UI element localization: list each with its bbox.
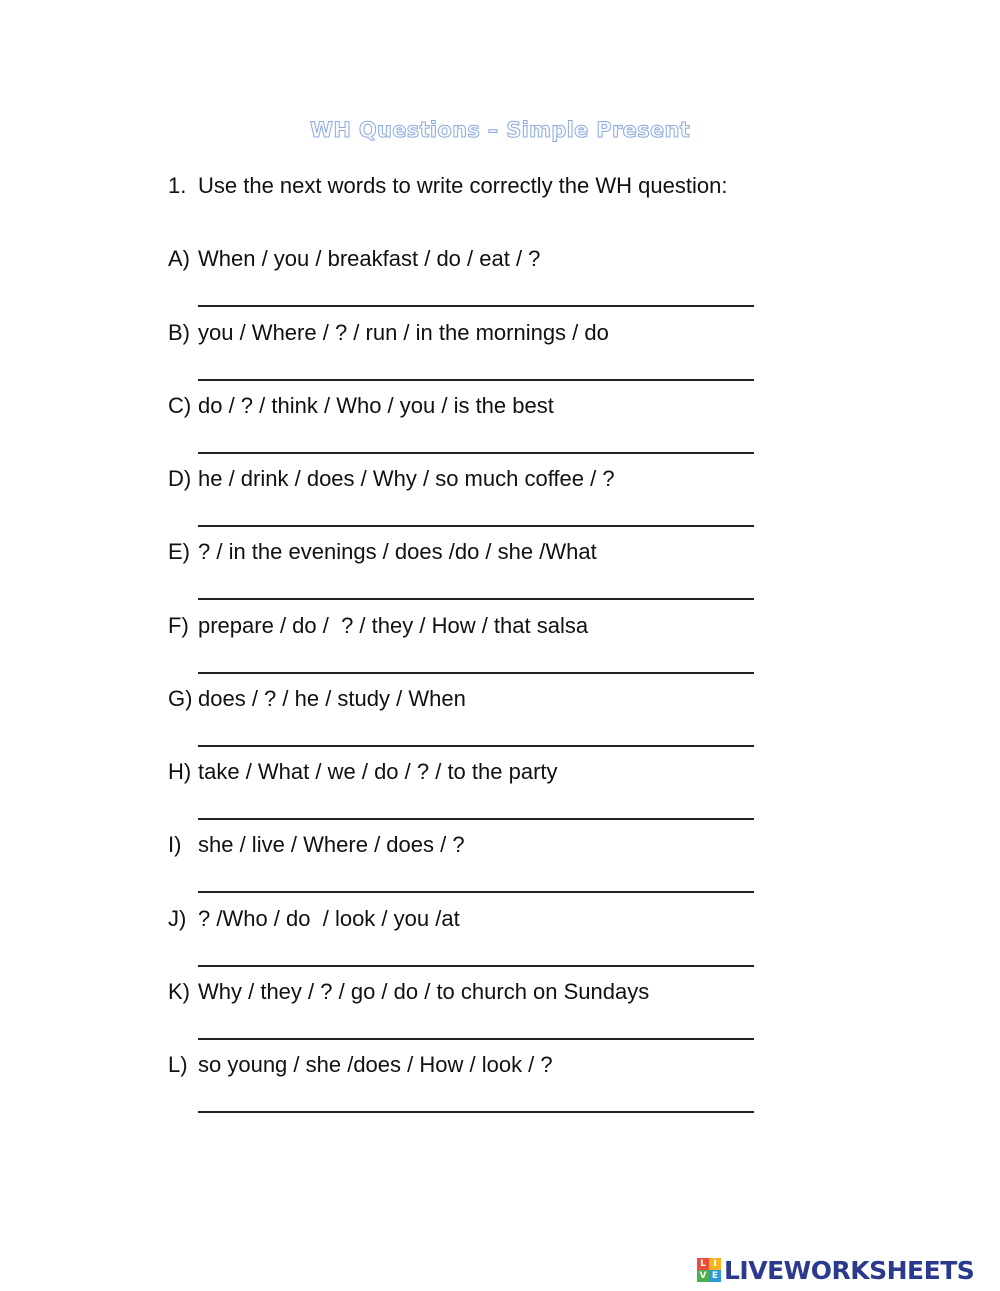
- question-prompt: Why / they / ? / go / do / to church on Sundays: [198, 979, 650, 1004]
- question-letter: C): [168, 393, 192, 418]
- instruction-text: Use the next words to write correctly the WH question:: [198, 173, 728, 198]
- question-item: [168, 320, 609, 346]
- question-item: [168, 539, 597, 565]
- question-letter: F): [168, 613, 189, 638]
- logo-block: V: [697, 1270, 709, 1282]
- question-letter: K): [168, 979, 190, 1004]
- question-item: [168, 906, 460, 932]
- question-prompt: he / drink / does / Why / so much coffee / ?: [198, 466, 615, 491]
- question-letter: D): [168, 466, 192, 491]
- question-letter: I): [168, 832, 182, 857]
- answer-line[interactable]: [198, 672, 754, 674]
- question-prompt: you / Where / ? / run / in the mornings / do: [198, 320, 609, 345]
- question-letter: G): [168, 686, 193, 711]
- question-letter: L): [168, 1052, 188, 1077]
- question-item: [168, 466, 615, 492]
- answer-line[interactable]: [198, 452, 754, 454]
- question-prompt: do / ? / think / Who / you / is the best: [198, 393, 554, 418]
- question-prompt: ? /Who / do / look / you /at: [198, 906, 460, 931]
- question-item: [168, 613, 588, 639]
- question-prompt: so young / she /does / How / look / ?: [198, 1052, 553, 1077]
- question-item: [168, 393, 554, 419]
- answer-line[interactable]: [198, 818, 754, 820]
- question-letter: J): [168, 906, 187, 931]
- question-item: [168, 832, 465, 858]
- logo-block: L: [697, 1258, 709, 1270]
- answer-line[interactable]: [198, 525, 754, 527]
- question-prompt: When / you / breakfast / do / eat / ?: [198, 246, 541, 271]
- instruction-number: 1.: [168, 173, 187, 198]
- question-prompt: ? / in the evenings / does /do / she /What: [198, 539, 597, 564]
- answer-line[interactable]: [198, 965, 754, 967]
- question-prompt: does / ? / he / study / When: [198, 686, 466, 711]
- logo-blocks-icon: [697, 1258, 721, 1282]
- answer-line[interactable]: [198, 598, 754, 600]
- question-letter: H): [168, 759, 192, 784]
- question-letter: E): [168, 539, 190, 564]
- liveworksheets-logo: [697, 1256, 974, 1284]
- question-prompt: she / live / Where / does / ?: [198, 832, 465, 857]
- instruction: [168, 173, 727, 199]
- question-item: [168, 246, 540, 272]
- answer-line[interactable]: [198, 1038, 754, 1040]
- worksheet-title: WH Questions – Simple Present: [309, 118, 691, 142]
- logo-text: LIVEWORKSHEETS: [724, 1255, 975, 1285]
- question-item: [168, 979, 649, 1005]
- question-prompt: prepare / do / ? / they / How / that salsa: [198, 613, 589, 638]
- question-letter: B): [168, 320, 190, 345]
- answer-line[interactable]: [198, 379, 754, 381]
- logo-block: E: [709, 1270, 721, 1282]
- question-letter: A): [168, 246, 190, 271]
- answer-line[interactable]: [198, 745, 754, 747]
- answer-line[interactable]: [198, 305, 754, 307]
- logo-block: I: [709, 1258, 721, 1270]
- question-prompt: take / What / we / do / ? / to the party: [198, 759, 558, 784]
- question-item: [168, 759, 558, 785]
- answer-line[interactable]: [198, 891, 754, 893]
- question-item: [168, 686, 466, 712]
- answer-line[interactable]: [198, 1111, 754, 1113]
- question-item: [168, 1052, 553, 1078]
